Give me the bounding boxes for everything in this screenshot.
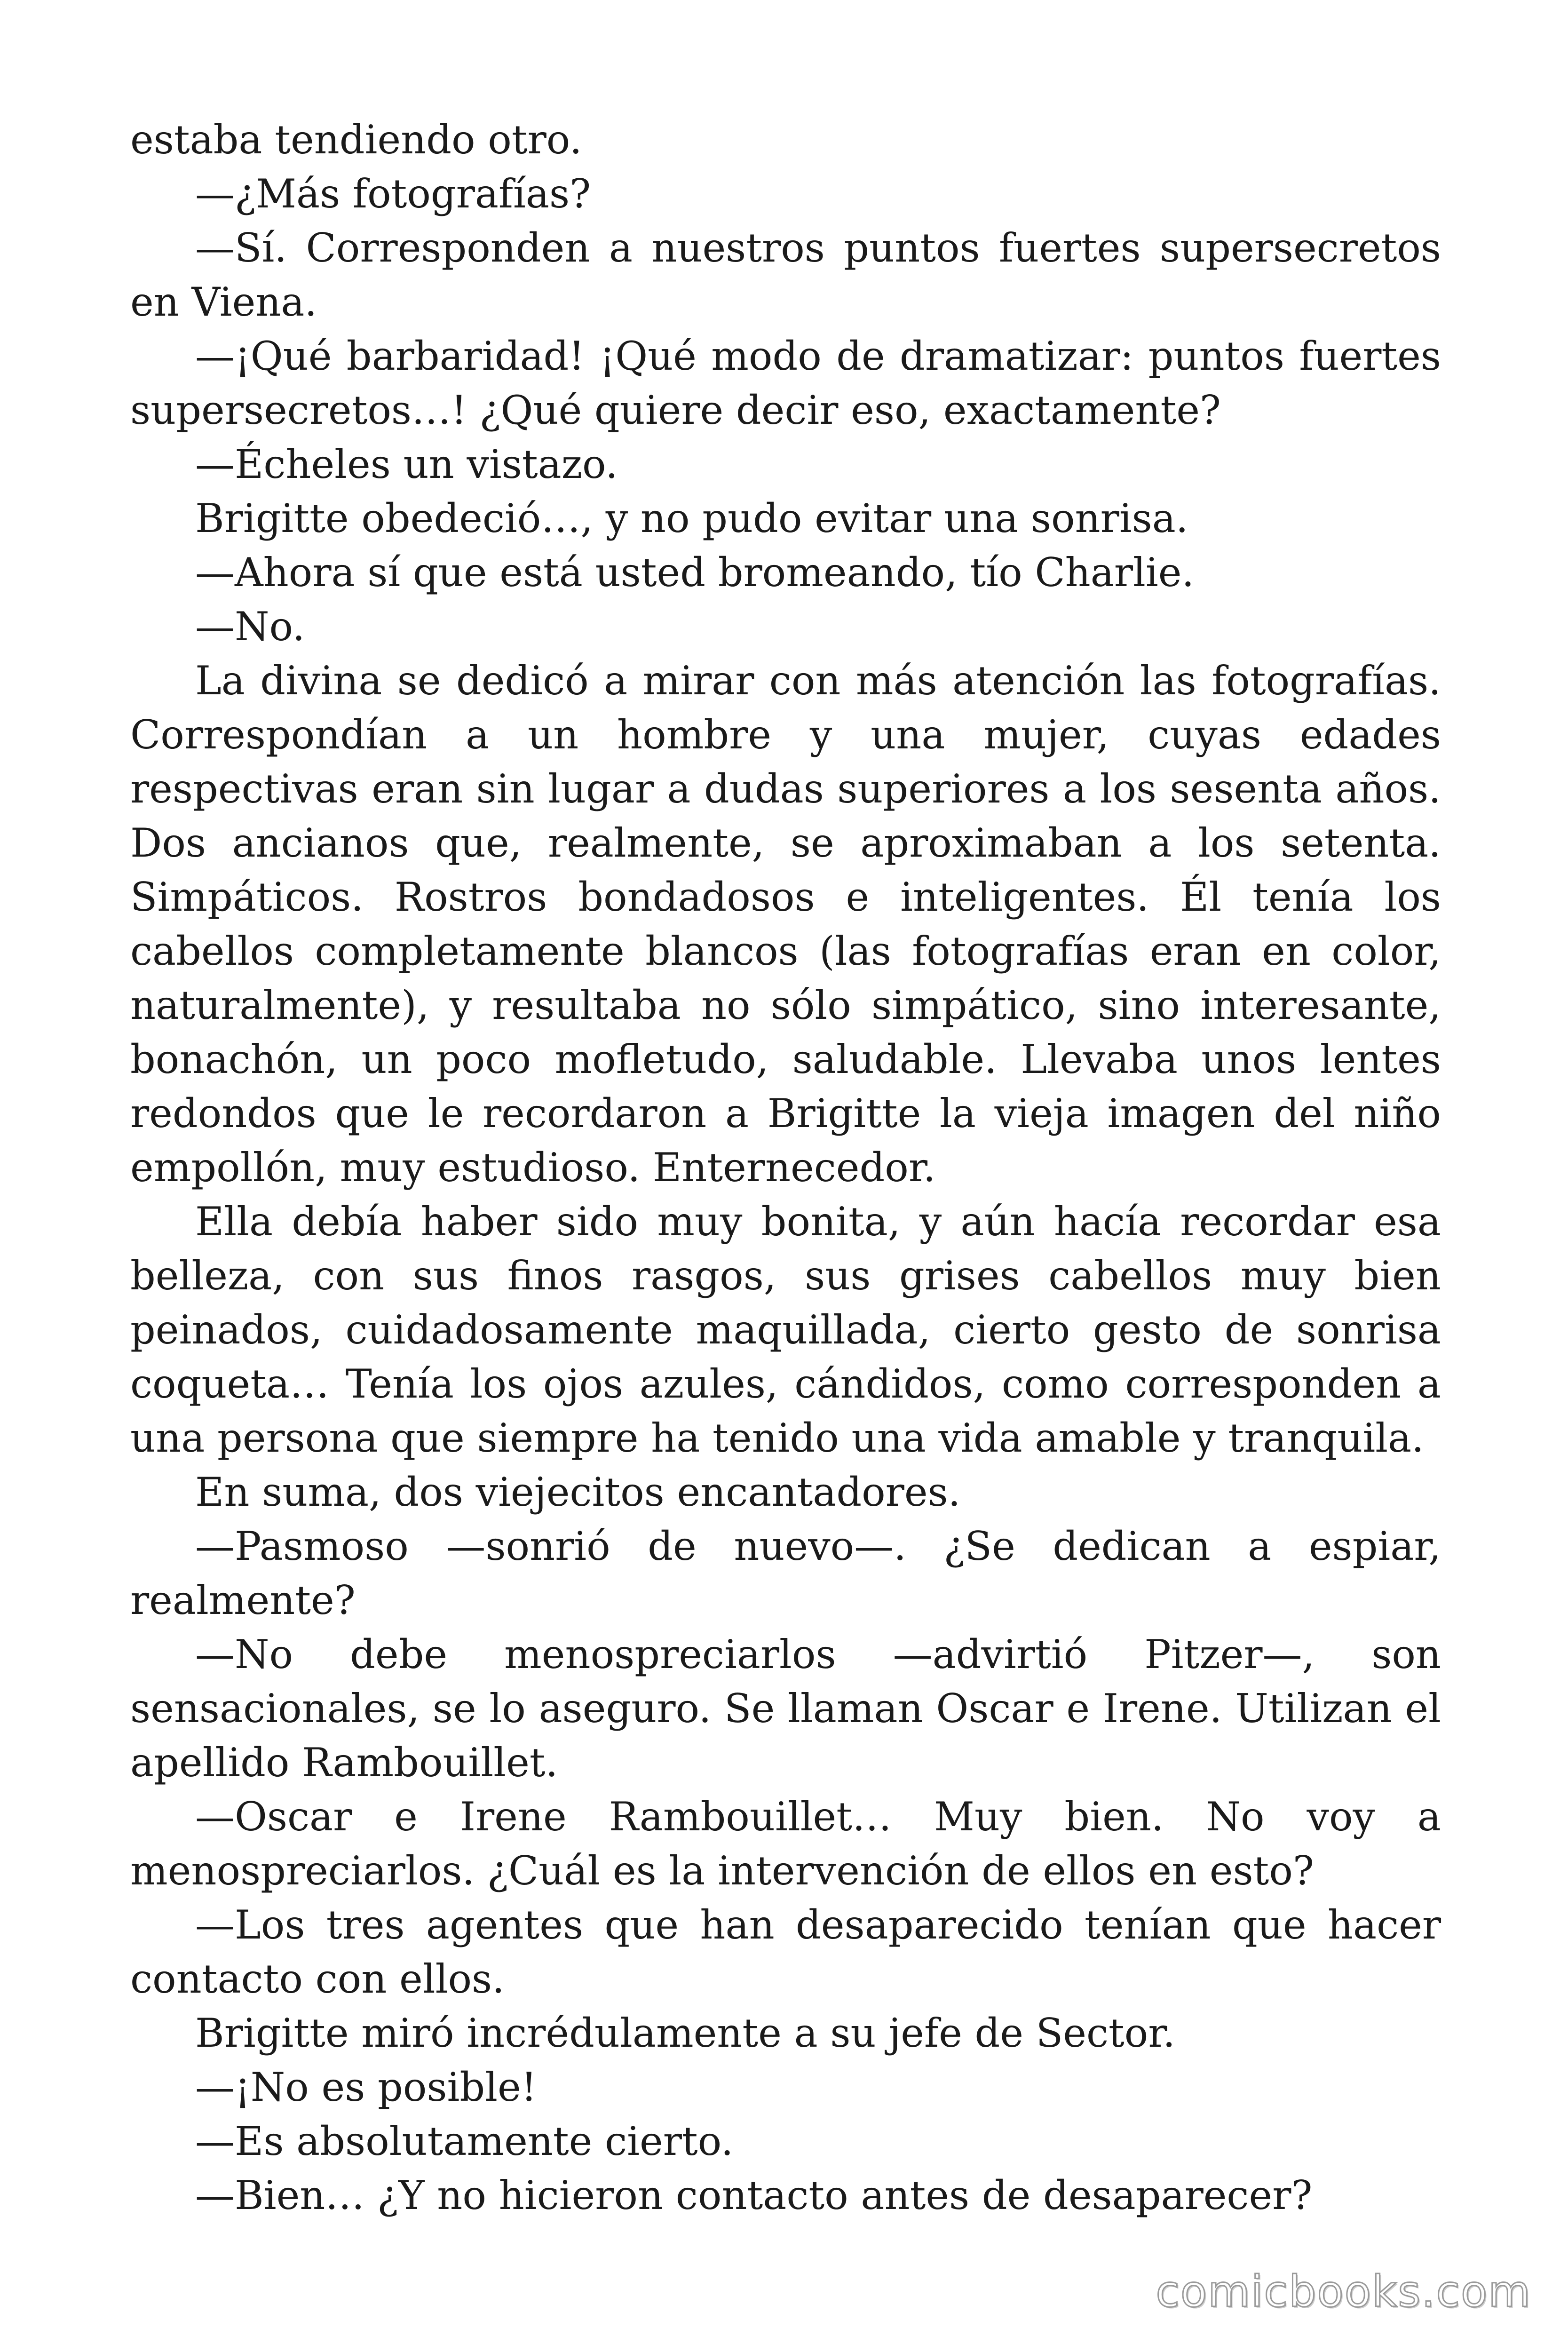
watermark: comicbooks.com [1156, 2266, 1531, 2317]
paragraph: —Bien… ¿Y no hicieron contacto antes de desaparecer? [195, 2172, 1313, 2218]
paragraph: —¡No es posible! [195, 2064, 537, 2110]
paragraph: —Oscar e Irene Rambouillet… Muy bien. No voy a menospreciarlos. ¿Cuál es la intervención de ellos en esto? [130, 1794, 1441, 1894]
paragraph: —Los tres agentes que han desaparecido tenían que hacer contacto con ellos. [130, 1902, 1441, 2002]
paragraph: —Sí. Corresponden a nuestros puntos fuertes supersecretos en Viena. [130, 225, 1441, 325]
paragraph: estaba tendiendo otro. [130, 117, 582, 163]
paragraph: —¡Qué barbaridad! ¡Qué modo de dramatizar: puntos fuertes supersecretos…! ¿Qué quiere decir eso, exactamente? [130, 333, 1441, 433]
paragraph: —Es absolutamente cierto. [195, 2118, 734, 2164]
paragraph: —¿Más fotografías? [195, 171, 591, 217]
paragraph: —Ahora sí que está usted bromeando, tío Charlie. [195, 549, 1195, 596]
paragraph: Ella debía haber sido muy bonita, y aún hacía recordar esa belleza, con sus finos rasgos, sus grises cabellos muy bien peinados, cuidadosamente maquillada, cierto gesto de sonrisa coqueta… Tenía los ojos azules, cándidos, como corresponden a una persona que siempre ha tenido una vida amable y tranquila. [130, 1199, 1441, 1461]
paragraph: —Écheles un vistazo. [195, 441, 618, 487]
paragraph: La divina se dedicó a mirar con más atención las fotografías. Correspondían a un hombre y una mujer, cuyas edades respectivas eran sin lugar a dudas superiores a los sesenta años. Dos ancianos que, realmente, se aproximaban a los setenta. Simpáticos. Rostros bondadosos e inteligentes. Él tenía los cabellos completamente blancos (las fotografías eran en color, naturalmente), y resultaba no sólo simpático, sino interesante, bonachón, un poco mofletudo, saludable. Llevaba unos lentes redondos que le recordaron a Brigitte la vieja imagen del niño empollón, muy estudioso. Enternecedor. [130, 658, 1441, 1191]
paragraph: Brigitte obedeció…, y no pudo evitar una sonrisa. [195, 495, 1188, 541]
paragraph: —No. [195, 604, 305, 650]
page-body [130, 113, 1441, 2223]
paragraph: Brigitte miró incrédulamente a su jefe de Sector. [195, 2010, 1175, 2056]
paragraph: En suma, dos viejecitos encantadores. [195, 1469, 961, 1515]
paragraph: —No debe menospreciarlos —advirtió Pitzer—, son sensacionales, se lo aseguro. Se llaman Oscar e Irene. Utilizan el apellido Rambouillet. [130, 1631, 1441, 1786]
paragraph: —Pasmoso —sonrió de nuevo—. ¿Se dedican a espiar, realmente? [130, 1523, 1441, 1623]
